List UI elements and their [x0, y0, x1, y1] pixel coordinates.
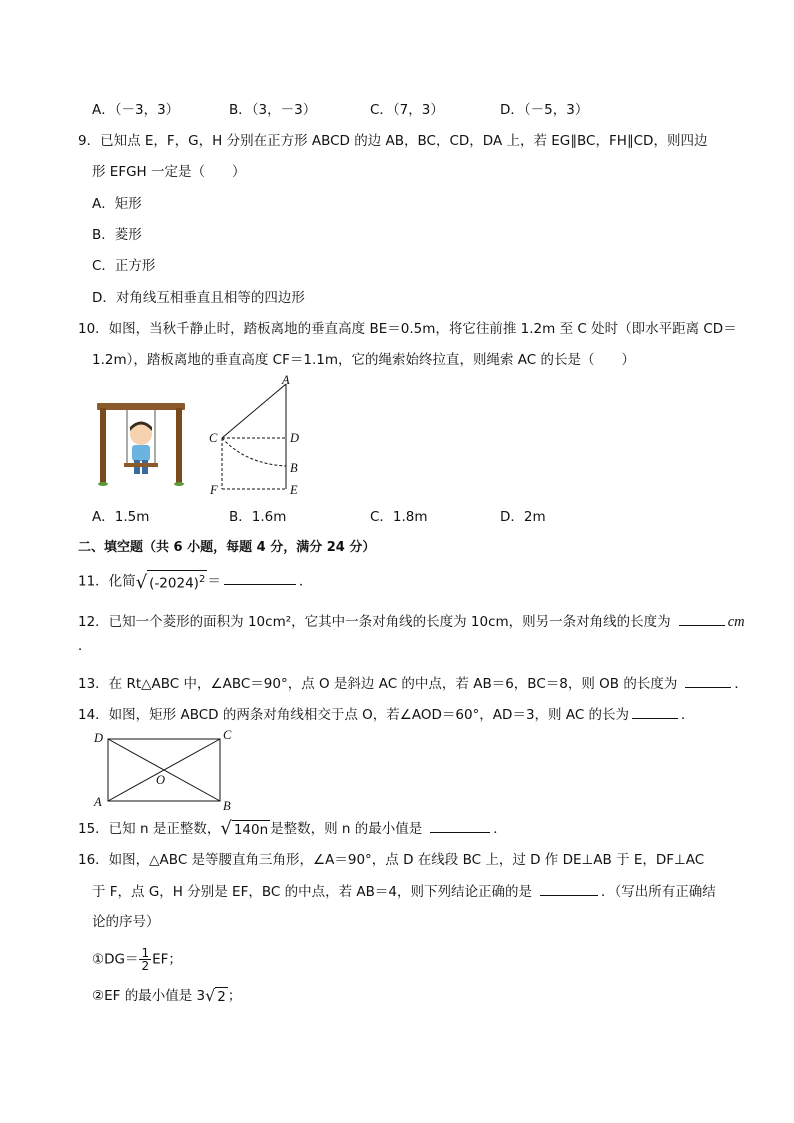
q16-fraction: $\frac{1}{2}$ — [141, 946, 150, 973]
q16-line1: 16．如图，△ABC 是等腰直角三角形，∠A＝90°，点 D 在线段 BC 上，过 D 作 DE⊥AB 于 E，DF⊥AC — [78, 852, 705, 868]
q15-answer-blank[interactable] — [430, 818, 490, 833]
label-b: B — [290, 461, 298, 475]
label-f: F — [210, 483, 218, 497]
label-o: O — [156, 773, 166, 787]
q14: 14．如图，矩形 ABCD 的两条对角线相交于点 O，若∠AOD＝60°，AD＝3，则 AC 的长为 ． — [78, 704, 695, 725]
label-c: C — [209, 431, 218, 445]
q9-option-a: A．矩形 — [92, 196, 142, 212]
q10-option-c: C．1.8m — [370, 509, 428, 525]
q15-sqrt: √ 140n — [220, 818, 269, 839]
q10-option-a: A．1.5m — [92, 509, 150, 525]
q16-conclusion-1: ①DG＝ $\frac{1}{2}$ EF； — [92, 946, 182, 973]
q10-stem-line2: 1.2m），踏板离地的垂直高度 CF＝1.1m，它的绳索始终拉直，则绳索 AC 的长是（ ） — [92, 352, 635, 368]
label-e: E — [290, 483, 298, 497]
q16-line2: 于 F，点 G，H 分别是 EF，BC 的中点，若 AB＝4，则下列结论正确的是 ．（写出所有正确结 — [92, 881, 716, 902]
q11-sqrt: √ $(-2024)^2$ — [135, 571, 206, 593]
q9-stem-line2: 形 EFGH 一定是（ ） — [92, 164, 246, 180]
label-d: D — [290, 431, 300, 445]
label-a: A — [282, 374, 290, 387]
q16-conclusion-2: ②EF 的最小值是 3 √ 2 ； — [92, 986, 242, 1005]
q15: 15．已知 n 是正整数， √ 140n 是整数，则 n 的最小值是 ． — [78, 818, 507, 839]
q12-answer-blank[interactable] — [679, 611, 725, 626]
rectangle-figure — [88, 726, 248, 814]
swing-illustration — [94, 396, 188, 490]
swing-geometry-figure — [206, 374, 316, 498]
q14-answer-blank[interactable] — [632, 704, 678, 719]
q8-option-d: D．（－5，3） — [500, 102, 589, 118]
q8-option-b: B．（3，－3） — [229, 102, 317, 118]
q8-option-c: C．（7，3） — [370, 102, 444, 118]
q10-stem-line1: 10．如图，当秋千静止时，踏板离地的垂直高度 BE＝0.5m，将它往前推 1.2m 至 C 处时（即水平距离 CD＝ — [78, 321, 737, 337]
q8-option-a: A．（－3，3） — [92, 102, 180, 118]
q12: 12．已知一个菱形的面积为 10cm²，它其中一条对角线的长度为 10cm，则另一条对角线的长度为 cm — [78, 611, 745, 632]
q9-option-b: B．菱形 — [92, 227, 142, 243]
section2-title: 二、填空题（共 6 小题，每题 4 分，满分 24 分） — [78, 540, 376, 555]
label-c: C — [223, 728, 232, 742]
q13-answer-blank[interactable] — [685, 673, 731, 688]
q13: 13．在 Rt△ABC 中，∠ABC＝90°，点 O 是斜边 AC 的中点，若 AB＝6，BC＝8，则 OB 的长度为 ． — [78, 673, 748, 694]
label-a: A — [94, 795, 102, 809]
q9-option-c: C．正方形 — [92, 258, 156, 274]
q11: 11．化简 √ $(-2024)^2$ ＝ ． — [78, 571, 313, 593]
label-d: D — [94, 731, 104, 745]
q11-answer-blank[interactable] — [224, 570, 296, 585]
q16-sqrt: √ 2 — [205, 986, 226, 1005]
q16-line3: 论的序号） — [92, 914, 160, 930]
q12-end: ． — [78, 638, 92, 654]
q10-option-b: B．1.6m — [229, 509, 287, 525]
q10-option-d: D．2m — [500, 509, 546, 525]
label-b: B — [223, 799, 231, 813]
q9-option-d: D．对角线互相垂直且相等的四边形 — [92, 290, 305, 306]
q16-answer-blank[interactable] — [540, 881, 598, 896]
q9-stem-line1: 9．已知点 E，F，G，H 分别在正方形 ABCD 的边 AB，BC，CD，DA 上，若 EG∥BC，FH∥CD，则四边 — [78, 133, 708, 149]
